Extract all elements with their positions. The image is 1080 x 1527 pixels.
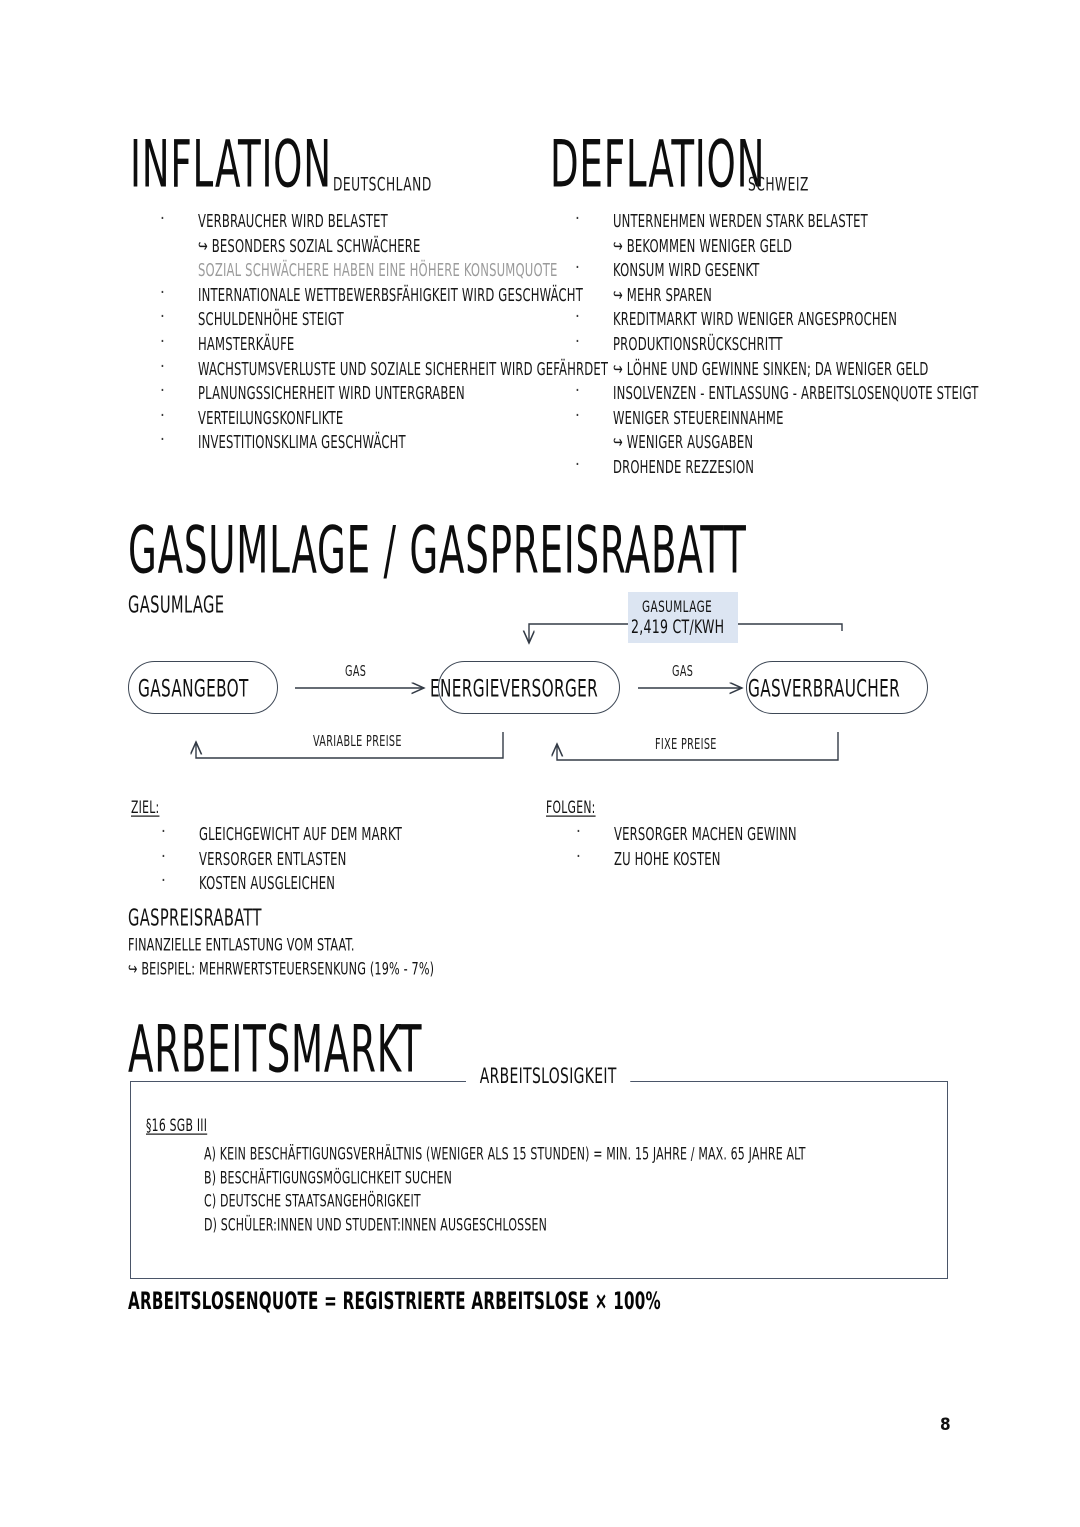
arbeitslosigkeit-criteria <box>204 1142 904 1236</box>
list-item: · VERTEILUNGSKONFLIKTE <box>198 406 598 431</box>
criteria-line: B) BESCHÄFTIGUNGSMÖGLICHKEIT SUCHEN <box>204 1169 452 1188</box>
criteria-line: C) DEUTSCHE STAATSANGEHÖRIGKEIT <box>204 1192 421 1212</box>
arbeitslosigkeit-box-legend: ARBEITSLOSIGKEIT <box>466 1064 630 1089</box>
list-item: · KREDITMARKT WIRD WENIGER ANGESPROCHEN <box>613 307 1033 332</box>
gaspreisrabatt-heading: GASPREISRABATT <box>128 905 262 932</box>
page-number: 8 <box>940 1415 951 1435</box>
arbeitsmarkt-title: ARBEITSMARKT <box>128 1013 423 1088</box>
list-item: · KONSUM WIRD GESENKT <box>613 258 1033 283</box>
list-item: · UNTERNEHMEN WERDEN STARK BELASTET <box>613 209 1033 234</box>
gas-section-title: GASUMLAGE / GASPREISRABATT <box>128 514 747 589</box>
list-item: · WENIGER STEUEREINNAHME <box>613 406 1033 431</box>
deflation-title: DEFLATION <box>550 128 766 203</box>
gaspreisrabatt-line2: ↪ BEISPIEL: MEHRWERTSTEUERSENKUNG (19% - 7%) <box>128 960 435 980</box>
gasumlage-box-label: GASUMLAGE <box>642 597 713 617</box>
law-reference: §16 SGB III <box>146 1117 208 1136</box>
list-item: · VERSORGER ENTLASTEN <box>199 847 559 872</box>
gasumlage-subheading: GASUMLAGE <box>128 592 225 619</box>
gaspreisrabatt-line1: FINANZIELLE ENTLASTUNG VOM STAAT. <box>128 936 355 956</box>
list-item: · INSOLVENZEN - ENTLASSUNG - ARBEITSLOSENQUOTE STEIGT <box>613 381 1033 406</box>
node-gasverbraucher: GASVERBRAUCHER <box>746 661 928 714</box>
arrow-hook-icon-label: ↪ WENIGER AUSGABEN <box>613 428 753 457</box>
criteria-line: D) SCHÜLER:INNEN UND STUDENT:INNEN AUSGESCHLOSSEN <box>204 1216 547 1235</box>
arrow-hook-icon-label: ↪ LÖHNE UND GEWINNE SINKEN; DA WENIGER GELD <box>613 354 929 383</box>
arrow-hook-icon: ↪ <box>128 960 142 980</box>
gasumlage-box-value: 2,419 CT/KWH <box>631 616 725 638</box>
node-energieversorger: ENERGIEVERSORGER <box>438 661 620 714</box>
arrow-hook-icon-label: ↪ MEHR SPAREN <box>613 281 712 310</box>
inflation-country: DEUTSCHLAND <box>333 173 432 196</box>
list-item: · GLEICHGEWICHT AUF DEM MARKT <box>199 822 559 847</box>
list-item: · VERSORGER MACHEN GEWINN <box>614 822 954 847</box>
edge-label-gas-left: GAS <box>345 662 367 680</box>
node-gasangebot: GASANGEBOT <box>128 661 278 714</box>
list-item: · PLANUNGSSICHERHEIT WIRD UNTERGRABEN <box>198 381 598 406</box>
edge-label-gas-right: GAS <box>672 662 694 680</box>
ziel-heading: ZIEL: <box>131 799 160 818</box>
list-item: · KOSTEN AUSGLEICHEN <box>199 871 559 896</box>
list-item: · ZU HOHE KOSTEN <box>614 847 954 872</box>
list-item: · DROHENDE REZZESION <box>613 455 1033 480</box>
list-item: · INTERNATIONALE WETTBEWERBSFÄHIGKEIT WIRD GESCHWÄCHT <box>198 283 598 308</box>
list-item: · PRODUKTIONSRÜCKSCHRITT <box>613 332 1033 357</box>
folgen-heading: FOLGEN: <box>546 799 596 818</box>
deflation-country: SCHWEIZ <box>748 173 809 196</box>
list-item: · VERBRAUCHER WIRD BELASTET <box>198 209 598 234</box>
list-item: · WACHSTUMSVERLUSTE UND SOZIALE SICHERHEIT WIRD GEFÄHRDET <box>198 357 598 382</box>
edge-label-variable-preise: VARIABLE PREISE <box>313 732 402 750</box>
list-item: · SCHULDENHÖHE STEIGT <box>198 307 598 332</box>
list-item: · HAMSTERKÄUFE <box>198 332 598 357</box>
gasumlage-value-box <box>628 592 738 643</box>
arbeitslosenquote-formula: ARBEITSLOSENQUOTE = REGISTRIERTE ARBEITSLOSE × 100% <box>128 1286 661 1315</box>
arrow-hook-icon-label: ↪ BESONDERS SOZIAL SCHWÄCHERE <box>198 231 420 260</box>
folgen-list <box>614 822 954 871</box>
list-item: · INVESTITIONSKLIMA GESCHWÄCHT <box>198 430 598 455</box>
edge-label-fixe-preise: FIXE PREISE <box>655 735 717 753</box>
criteria-line: A) KEIN BESCHÄFTIGUNGSVERHÄLTNIS (WENIGER ALS 15 STUNDEN) = MIN. 15 JAHRE / MAX. 65 JAHRE ALT <box>204 1145 806 1165</box>
list-item-note: SOZIAL SCHWÄCHERE HABEN EINE HÖHERE KONSUMQUOTE <box>198 259 558 281</box>
arrow-hook-icon-label: ↪ BEKOMMEN WENIGER GELD <box>613 231 792 260</box>
ziel-list <box>199 822 559 896</box>
inflation-title: INFLATION <box>130 128 332 203</box>
